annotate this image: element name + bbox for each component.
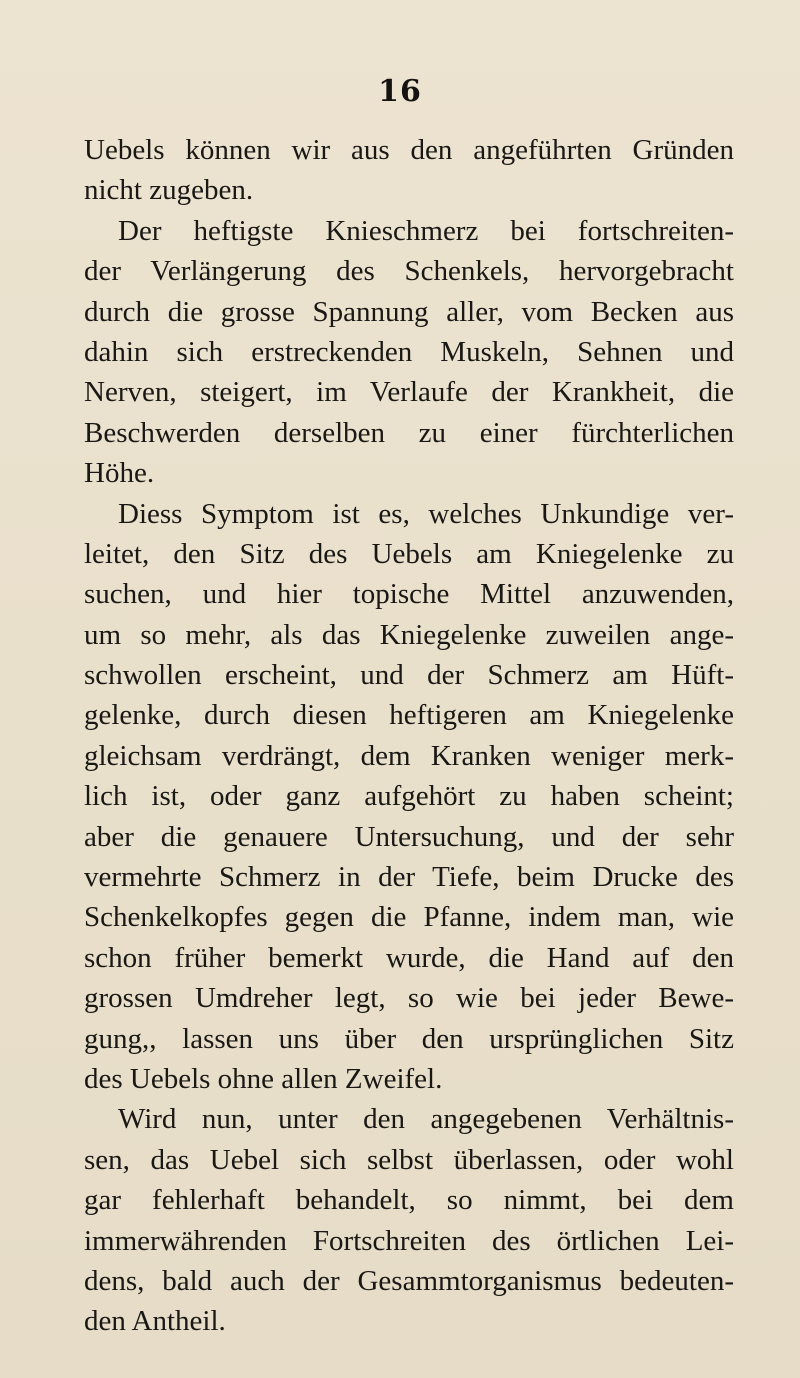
text-line: Diess Symptom ist es, welches Unkundige ver- <box>118 497 734 530</box>
text-line: Wird nun, unter den angegebenen Verhältnis- <box>118 1103 734 1136</box>
text-line: gar fehlerhaft behandelt, so nimmt, bei dem <box>84 1184 734 1217</box>
text-line: Der heftigste Knieschmerz bei fortschreiten- <box>118 214 734 247</box>
text-line: aber die genauere Untersuchung, und der sehr <box>84 820 734 853</box>
text-line: der Verlängerung des Schenkels, hervorgebracht <box>84 255 734 288</box>
text-line: gelenke, durch diesen heftigeren am Kniegelenke <box>84 699 734 732</box>
text-line: durch die grosse Spannung aller, vom Becken aus <box>84 295 734 328</box>
text-line: nicht zugeben. <box>84 174 254 207</box>
text-line: suchen, und hier topische Mittel anzuwenden, <box>84 578 734 611</box>
text-line: Uebels können wir aus den angeführten Gründen <box>84 134 734 166</box>
text-line: immerwährenden Fortschreiten des örtlichen Lei- <box>84 1224 734 1257</box>
text-line: grossen Umdreher legt, so wie bei jeder Bewe- <box>84 982 734 1015</box>
text-line: lich ist, oder ganz aufgehört zu haben scheint; <box>84 780 734 813</box>
text-line: den Antheil. <box>84 1305 226 1338</box>
text-line: Beschwerden derselben zu einer fürchterlichen <box>84 416 734 449</box>
body-text <box>84 130 734 1342</box>
text-line: dahin sich erstreckenden Muskeln, Sehnen und <box>84 335 734 368</box>
text-line: um so mehr, als das Kniegelenke zuweilen ange- <box>84 618 734 651</box>
text-line: des Uebels ohne allen Zweifel. <box>84 1062 443 1095</box>
text-line: gleichsam verdrängt, dem Kranken weniger merk- <box>84 739 734 772</box>
text-line: sen, das Uebel sich selbst überlassen, oder wohl <box>84 1143 734 1176</box>
text-line: leitet, den Sitz des Uebels am Kniegelenke zu <box>84 537 734 570</box>
page-number: 16 <box>378 74 422 109</box>
text-line: Nerven, steigert, im Verlaufe der Krankheit, die <box>84 376 734 409</box>
text-line: gung,, lassen uns über den ursprünglichen Sitz <box>84 1022 734 1055</box>
text-line: schwollen erscheint, und der Schmerz am Hüft- <box>84 659 734 692</box>
text-line: Höhe. <box>84 457 155 490</box>
text-line: Schenkelkopfes gegen die Pfanne, indem man, wie <box>84 901 734 934</box>
text-line: dens, bald auch der Gesammtorganismus bedeuten- <box>84 1264 734 1297</box>
text-line: schon früher bemerkt wurde, die Hand auf den <box>84 941 734 974</box>
text-line: vermehrte Schmerz in der Tiefe, beim Drucke des <box>84 861 734 894</box>
